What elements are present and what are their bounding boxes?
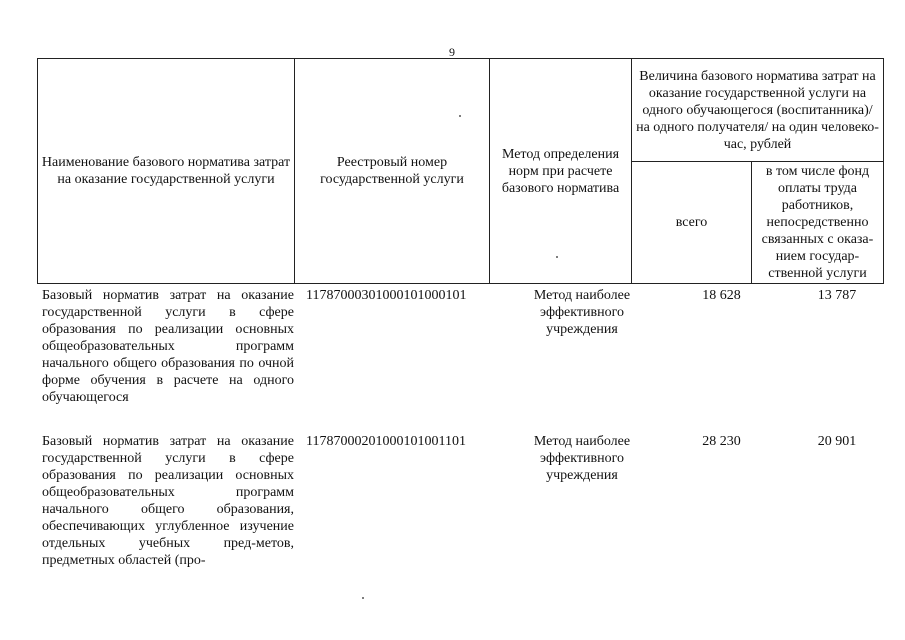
header-value-group-cell	[632, 59, 884, 162]
page-number: 9	[449, 45, 455, 59]
scan-speck	[459, 115, 461, 117]
row-code: 11787000201000101001101	[306, 434, 466, 449]
row-total: 28 230	[702, 434, 741, 449]
header-value-group: Величина базового норматива затрат на оказание государственной услуги на одного обучающегося (воспитанника)/ на одного получателя/ на один человеко-час, рублей	[636, 68, 879, 152]
header-code: Реестровый номер государственной услуги	[320, 155, 464, 187]
header-name-cell	[38, 59, 295, 284]
scan-speck	[362, 597, 364, 599]
header-method-cell	[490, 59, 632, 284]
header-method: Метод определения норм при расчете базового норматива	[501, 146, 620, 196]
header-name: Наименование базового норматива затрат на оказание государственной услуги	[41, 155, 291, 187]
header-total-cell	[632, 162, 752, 284]
row-method: Метод наиболее эффективного учреждения	[533, 288, 631, 337]
scan-speck	[556, 256, 558, 258]
header-fund-cell	[752, 162, 884, 284]
header-total: всего	[675, 215, 708, 230]
row-name: Базовый норматив затрат на оказание государственной услуги в сфере образования по реализации основных общеобразовательных программ начального общего образования, обеспечивающих углубленное изучение отдельных учебных пред-метов, предметных областей (про-	[42, 434, 294, 568]
header-code-cell	[295, 59, 490, 284]
row-total: 18 628	[702, 288, 741, 303]
row-fund: 20 901	[817, 434, 857, 449]
row-fund: 13 787	[817, 288, 857, 303]
row-code: 11787000301000101000101	[306, 288, 467, 303]
header-table	[37, 58, 884, 284]
header-fund: в том числе фонд оплаты труда работников, непосредственно связанных с оказа-нием государ-ственной услуги	[761, 164, 874, 281]
row-name: Базовый норматив затрат на оказание государственной услуги в сфере образования по реализации основных общеобразовательных программ начального общего образования по очной форме обучения в расчете на одного обучающегося	[42, 288, 294, 405]
row-method: Метод наиболее эффективного учреждения	[533, 434, 631, 483]
